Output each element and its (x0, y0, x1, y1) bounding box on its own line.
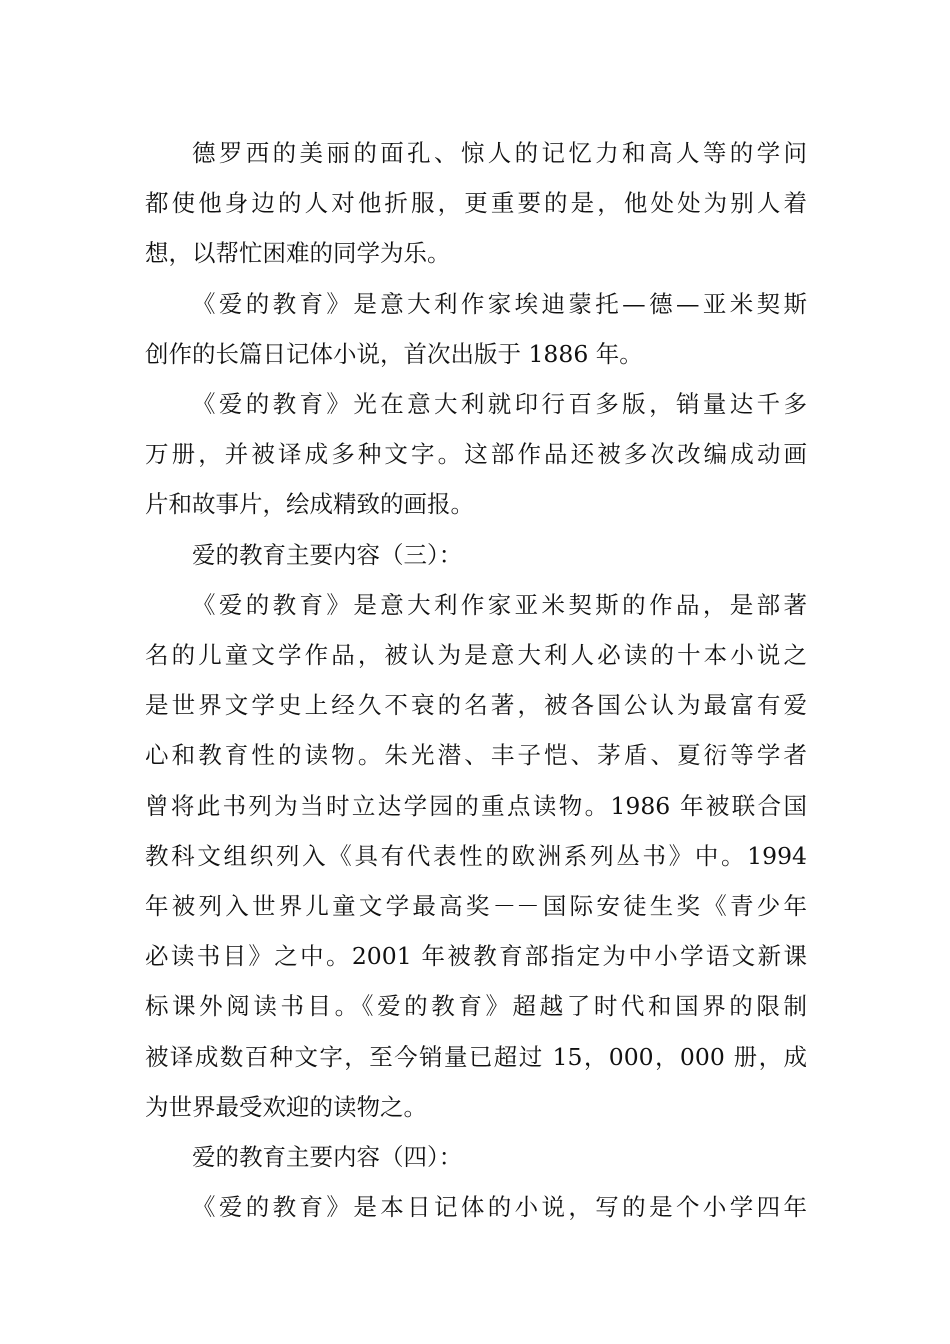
text-line: 心和教育性的读物。朱光潜、丰子恺、茅盾、夏衍等学者 (145, 741, 807, 770)
text-line: 是世界文学史上经久不衰的名著，被各国公认为最富有爱 (145, 691, 807, 720)
section-heading-four (145, 1132, 807, 1182)
text-line: 《爱的教育》是意大利作家亚米契斯的作品，是部著 (192, 590, 807, 619)
text-line: 被译成数百种文字，至今销量已超过 15，000，000 册，成 (145, 1042, 807, 1071)
text-line: 万册，并被译成多种文字。这部作品还被多次改编成动画 (145, 440, 807, 469)
text-line: 名的儿童文学作品，被认为是意大利人必读的十本小说之 (145, 641, 807, 670)
text-line: 都使他身边的人对他折服，更重要的是，他处处为别人着 (145, 189, 807, 218)
text-line: 片和故事片，绘成精致的画报。 (145, 490, 474, 519)
text-line: 为世界最受欢迎的读物之。 (145, 1092, 427, 1121)
text-line: 《爱的教育》是意大利作家埃迪蒙托—德—亚米契斯 (192, 289, 807, 318)
text-line: 德罗西的美丽的面孔、惊人的记忆力和高人等的学问 (192, 139, 807, 167)
text-line: 曾将此书列为当时立达学园的重点读物。1986 年被联合国 (145, 791, 807, 820)
document-body (145, 128, 807, 1232)
text-line: 想，以帮忙困难的同学为乐。 (145, 239, 451, 268)
section-heading-three (145, 530, 807, 580)
section-heading-text: 爱的教育主要内容（三）： (192, 540, 463, 569)
paragraph-derosi (145, 128, 807, 279)
section-heading-text: 爱的教育主要内容（四）： (192, 1143, 463, 1172)
paragraph-publication (145, 379, 807, 530)
text-line: 《爱的教育》光在意大利就印行百多版，销量达千多 (192, 390, 807, 419)
paragraph-author-intro (145, 279, 807, 379)
text-line: 必读书目》之中。2001 年被教育部指定为中小学语文新课 (145, 942, 807, 971)
paragraph-diary-novel (145, 1182, 807, 1232)
text-line: 年被列入世界儿童文学最高奖－－国际安徒生奖《青少年 (145, 892, 807, 921)
text-line: 创作的长篇日记体小说，首次出版于 1886 年。 (145, 339, 643, 368)
text-line: 标课外阅读书目。《爱的教育》超越了时代和国界的限制 (145, 992, 807, 1021)
paragraph-reception (145, 580, 807, 1132)
text-line: 教科文组织列入《具有代表性的欧洲系列丛书》中。1994 (145, 841, 807, 870)
text-line: 《爱的教育》是本日记体的小说，写的是个小学四年 (192, 1193, 807, 1222)
